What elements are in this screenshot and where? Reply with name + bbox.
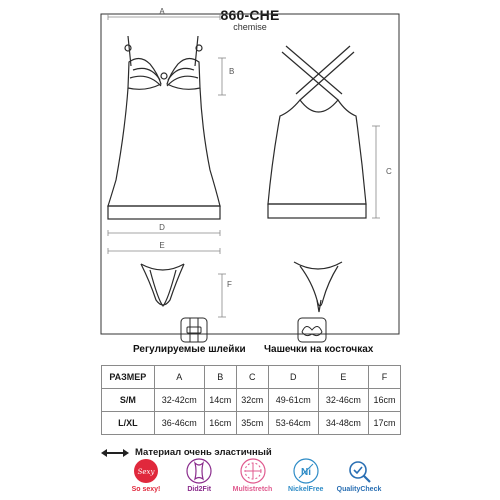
svg-text:Sexy: Sexy [137,468,155,476]
table-cell: 32cm [236,389,268,412]
nickel-free-icon [293,458,319,484]
dim-label-c: C [386,167,392,176]
size-table [101,365,401,435]
feature-label: Did2Fit [187,486,212,493]
product-type: chemise [233,22,267,32]
strap-adjuster-icon [181,318,207,342]
quality-check-icon [346,458,372,484]
feature-quality-check [333,458,385,498]
dim-label-f: F [227,280,232,289]
table-cell: 49-61cm [268,389,318,412]
back-body [268,100,366,204]
dim-label-e: E [159,241,165,250]
back-cross-strap-1 [282,52,338,100]
table-row [102,412,401,435]
front-left-cup [128,58,161,89]
lips-badge-icon [133,458,159,484]
column-header: A [154,366,204,389]
front-hem-band [108,206,220,219]
table-cell: 32-42cm [154,389,204,412]
column-header: D [268,366,318,389]
feature-so-sexy [120,458,172,498]
double-arrow-icon [101,449,129,457]
back-hem-band [268,204,366,218]
back-cross-strap-2 [300,52,354,100]
underwire-cup-icon [298,318,326,342]
column-header: B [204,366,236,389]
table-cell: 16cm [204,412,236,435]
dim-label-b: B [229,67,235,76]
table-cell: 17cm [368,412,400,435]
dim-label-a: A [159,7,165,16]
table-cell: 34-48cm [318,412,368,435]
feature-label: QualityCheck [336,486,382,493]
table-cell: 35cm [236,412,268,435]
material-note-text: Материал очень эластичный [135,447,272,458]
table-cell: 32-46cm [318,389,368,412]
caption-underwire-cups: Чашечки на косточках [264,344,374,355]
material-note [101,447,401,458]
center-ring [161,73,167,79]
column-header: F [368,366,400,389]
column-header: E [318,366,368,389]
dim-label-d: D [159,223,165,232]
size-table-header [102,366,401,389]
strap-ring-left [125,45,131,51]
feature-multistretch [227,458,279,498]
feature-label: NickelFree [288,486,324,493]
table-cell: 14cm [204,389,236,412]
thong-front-drawing [141,264,184,306]
feature-label: Multistretch [232,486,273,493]
chemise-back-drawing [268,46,366,218]
stretch-circle-icon [240,458,266,484]
size-label: S/M [102,389,155,412]
table-row [102,389,401,412]
chemise-front-drawing [108,36,220,219]
body-fit-icon [186,458,212,484]
thong-back-drawing [294,262,342,312]
size-label: L/XL [102,412,155,435]
table-cell: 36-46cm [154,412,204,435]
table-cell: 53-64cm [268,412,318,435]
feature-label: So sexy! [131,486,161,493]
thong-back [300,266,338,306]
size-table-corner: РАЗМЕР [102,366,155,389]
feature-badges [120,458,385,498]
svg-text:Ni: Ni [300,467,311,478]
feature-did2fit [173,458,225,498]
diagram-frame [101,14,399,334]
caption-adjustable-straps: Регулируемые шлейки [133,344,246,355]
table-cell: 16cm [368,389,400,412]
feature-nickel-free [280,458,332,498]
column-header: C [236,366,268,389]
product-code: 860-CHE [220,7,280,23]
front-body [108,88,220,206]
